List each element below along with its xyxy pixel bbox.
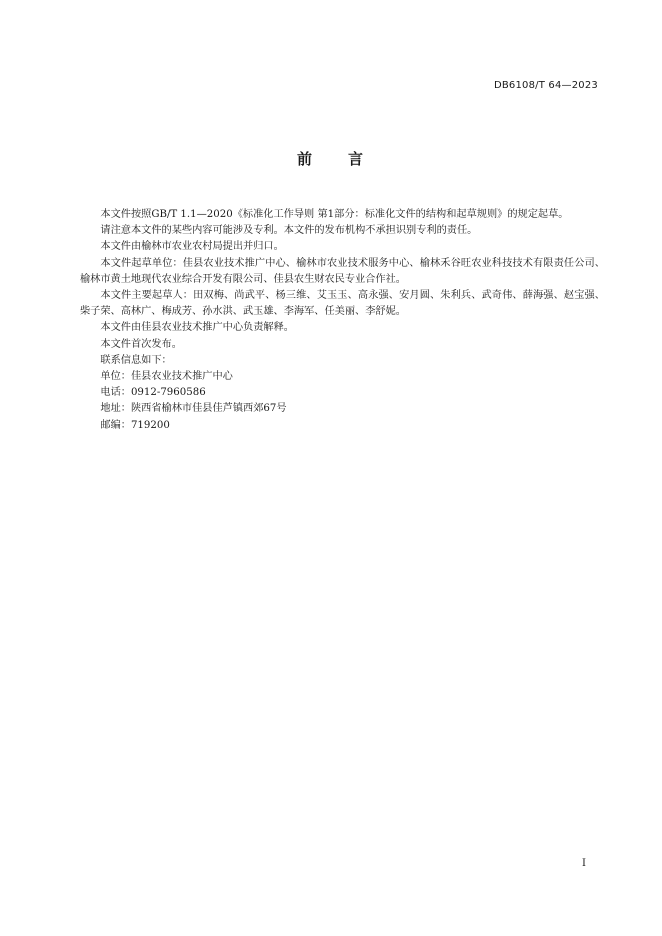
contact-heading: 联系信息如下： bbox=[100, 354, 172, 366]
paragraph-drafters: 本文件主要起草人：田双梅、尚武平、杨三维、艾玉玉、高永强、安月圆、朱利兵、武奇伟、薛海强、赵宝强、柴子荣、高林广、梅成芳、孙水洪、武玉雄、李海军、任美丽、李舒妮。 bbox=[80, 290, 605, 318]
page-title bbox=[0, 148, 662, 169]
title-part-2: 言 bbox=[348, 150, 366, 168]
foreword-body bbox=[80, 207, 605, 434]
document-code: DB6108/T 64—2023 bbox=[493, 80, 598, 91]
contact-phone: 电话：0912-7960586 bbox=[100, 387, 206, 399]
paragraph-interpretation: 本文件由佳县农业技术推广中心负责解释。 bbox=[100, 322, 294, 334]
paragraph-first-release: 本文件首次发布。 bbox=[100, 338, 182, 350]
page-number: I bbox=[582, 858, 586, 869]
paragraph-proposer: 本文件由榆林市农业农村局提出并归口。 bbox=[100, 241, 284, 253]
title-part-1: 前 bbox=[296, 150, 314, 168]
paragraph-standard-basis: 本文件按照GB/T 1.1—2020《标准化工作导则 第1部分：标准化文件的结构和起草规则》的规定起草。 bbox=[100, 209, 569, 220]
contact-address: 地址：陕西省榆林市佳县佳芦镇西郊67号 bbox=[100, 403, 287, 415]
contact-unit: 单位：佳县农业技术推广中心 bbox=[100, 371, 233, 383]
paragraph-patent-notice: 请注意本文件的某些内容可能涉及专利。本文件的发布机构不承担识别专利的责任。 bbox=[100, 225, 478, 237]
contact-postcode: 邮编：719200 bbox=[100, 419, 170, 431]
paragraph-drafting-units: 本文件起草单位：佳县农业技术推广中心、榆林市农业技术服务中心、榆林禾谷旺农业科技技术有限责任公司、榆林市黄土地现代农业综合开发有限公司、佳县农生财农民专业合作社。 bbox=[80, 257, 605, 285]
